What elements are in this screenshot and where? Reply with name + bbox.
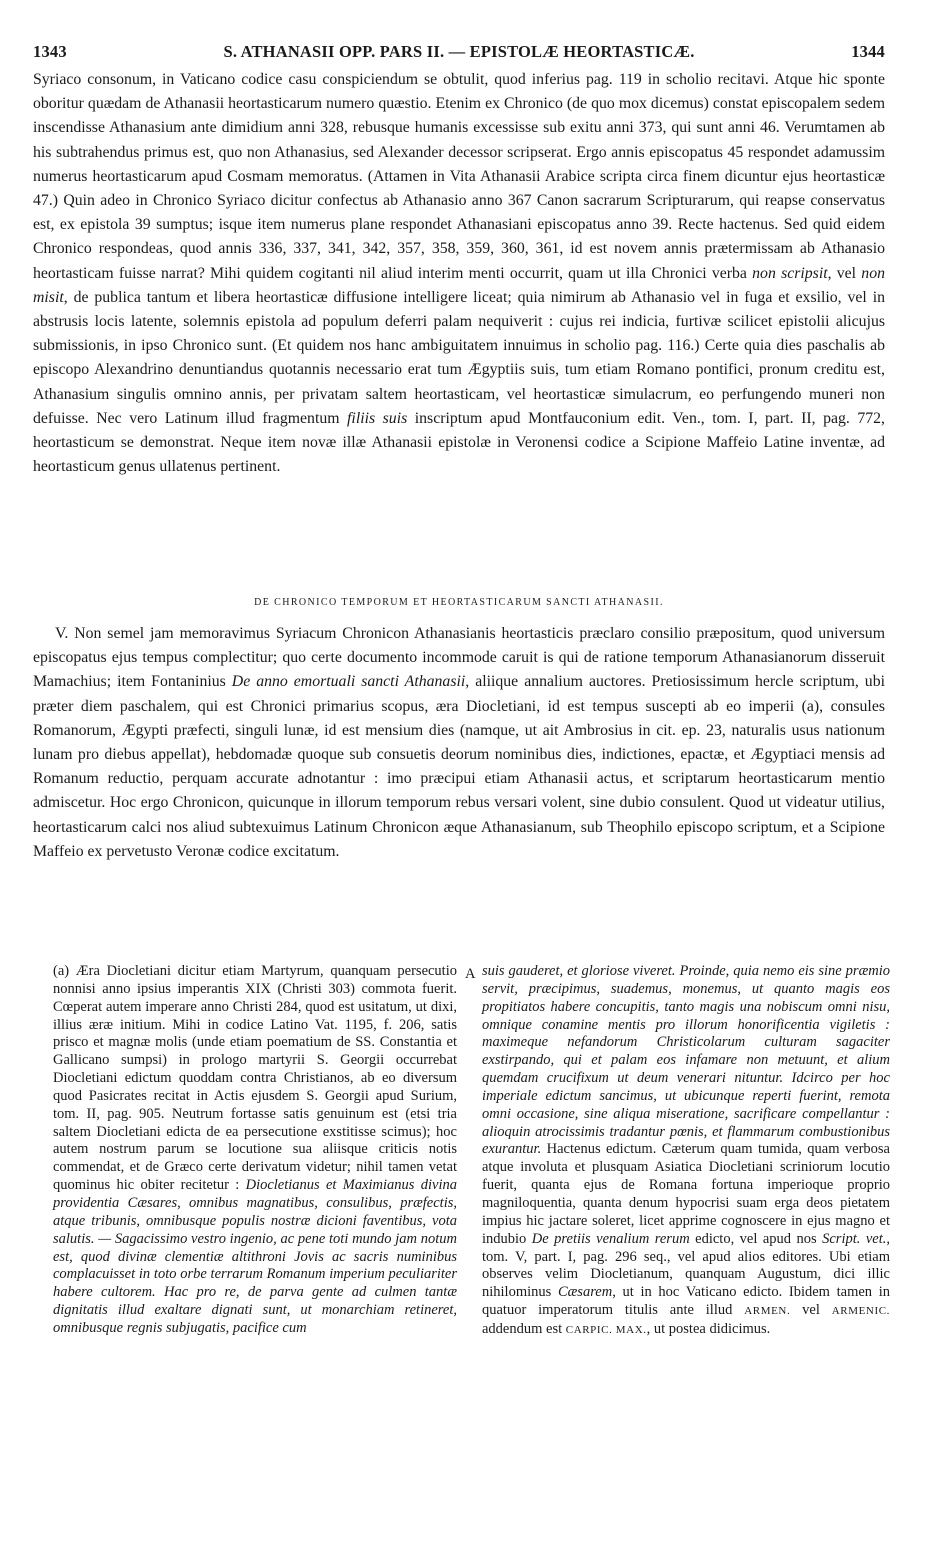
body-paragraph-1 (33, 68, 885, 479)
footnote-quotation: Diocletianus et Maximianus divina providentia Cæsares, omnibus magnatibus, consulibus, præfectis, atque tribunis, omnibusque populis nostræ dicioni faventibus, vota salutis. — Sagacissimo vestro ingenio, ac pene toti mundo jam notum est, quod divinæ clementiæ altithroni Jovis ac sacris numinibus complacuisset in toto orbe terrarum Romanum imperium peculiariter habere cultorem. Hac pro re, de parva gente ad culmen tantæ dignitatis illud exaltare dignati sunt, ut monarchiam retineret, omnibusque regnis subjugatis, pacifice cum (53, 1177, 457, 1336)
paragraph-text: inscriptum apud Montfauconium edit. Ven., tom. I, part. II, pag. 772, heortasticum se demonstrat. Neque item novæ illæ Athanasii epistolæ in Veronensi codice a Scipione Maffeio Latine inventæ, ad heortasticum genus ullatenus pertinent. (33, 409, 885, 476)
italic-phrase: non misit (33, 264, 885, 306)
italic-phrase: filiis suis (347, 409, 408, 427)
footnote-quotation: suis gauderet, et gloriose viveret. Proinde, quia nemo eis sine præmio servit, præcipimus, suademus, monemus, ut quanto magis eos propitiatos habere concupitis, tanto magis una nobiscum omni nisu, omnique conamine mentis pro illorum honorificentia vigiletis : maximeque nefandorum Christicolarum culturam sagaciter exstirpando, qui et palam eos infamare non metuunt, et alium quemdam crucifixum ut deum venerari nituntur. Idcirco per hoc imperiale edictum sancimus, ut ubicunque reperti fuerint, remota omni occasione, sine aliqua miseratione, sacrificare compellantur : alioquin atrocissimis tradantur pœnis, et flammarum combustionibus exurantur. (482, 963, 890, 1158)
footnote-text: Hactenus edictum. Cæterum quam tumida, quam verbosa atque involuta et plusquam Asiatica Diocletiani scriniorum locutio fuerit, quanta ejus de Romana fortuna imperioque proprio magniloquentia, quanta denum hypocrisi suam erga deos pietatem impius hic jactare soleret, licet apprime cognoscere in ejus magno et indubio (482, 1141, 890, 1247)
small-caps-word: ARMENIC. (831, 1305, 890, 1318)
paragraph-text: Syriaco consonum, in Vaticano codice casu conspiciendum se obtulit, quod inferius pag. 119 in scholio recitavi. Atque hic sponte oboritur quædam de Athanasii heortasticarum numero quæstio. Etenim ex Chronico (de quo mox dicemus) constat episcopalem sedem inscendisse Athanasium ante dimidium anni 328, rebusque humanis excessisse sub exitu anni 373, qui sunt anni 46. Verumtamen ab his subtrahendus primus est, quo non Athanasius, sed Alexander decessor scripserat. Ergo annis episcopatus 45 respondet adamussim numerus heortasticarum apud Cosmam memoratus. (Attamen in Vita Athanasii Arabice scripta circa finem dicuntur ejus heortasticæ 47.) Quin adeo in Chronico Syriaco dicitur confectus ab Athanasio anno 367 Canon sacrarum Scripturarum, qui reapse conservatus est, ex epistola 39 sumptus; isque item numerus plane respondet Athanasiani episcopatus anno 39. Recte hactenus. Sed quid eidem Chronico respondeas, quod annis 336, 337, 341, 342, 357, 358, 359, 360, 361, id est novem annis prætermissam ab Athanasio heortasticam fuisse narrat? Mihi quidem cogitanti nil aliud interim menti occurrit, quam ut illa Chronici verba (33, 71, 885, 282)
footnote-left-column (53, 963, 457, 1338)
footnote-mark: (a) (53, 963, 70, 979)
paragraph-text: , consules Romanorum, Ægypti præfecti, singuli lunæ, id est mensium dies (namque, ut ait Ambrosius in cit. ep. 23, naturalis usus nationum lunam pro diebus appellat), hebdomadæ quoque sub consuetis deorum nominibus dies, indictiones, epactæ, et Ægyptiaci mensis ad Romanum reductio, perquam accurate adnotantur : imo præcipui etiam Athanasii actus, et scriptarum heortasticarum mentio admiscetur. Hoc ergo Chronicon, quicunque in illorum temporum rebus versari volent, sine dubio consulent. Quod ut videatur utilius, heortasticarum calci nos aliud subtexuimus Latinum Chronicon æque Athanasianum, sub Theophilo episcopo scriptum, et a Scipione Maffeio ex pervetusto Veronæ codice excitatum. (33, 697, 885, 860)
footnote-reference: (a) (801, 697, 820, 715)
footnote-text: vel (790, 1302, 832, 1319)
paragraph-text: V. Non semel jam memoravimus Syriacum Chronicon Athanasianis heortasticis præclaro consilio præpositum, quod universum episcopatus ejus tempus complectitur; quo certe documento incommode caruit is qui de ratione temporum Athanasianorum disseruit Mamachius; item Fontaninius (33, 625, 885, 691)
italic-word: Cæsarem (557, 1284, 613, 1301)
footnote-text: , ut postea didicimus. (646, 1320, 771, 1337)
section-heading: DE CHRONICO TEMPORUM ET HEORTASTICARUM SANCTI ATHANASII. (254, 597, 664, 608)
margin-letter: A (465, 966, 476, 982)
footnote-text: edicto, vel apud nos (689, 1230, 823, 1247)
footnote-text: Æra Diocletiani dicitur etiam Martyrum, quanquam persecutio nonnisi anno ipsius imperantis XIX (Christi 303) commota fuerit. Cœperat autem imperare anno Christi 284, quod est usitatum, ut dixi, illius æræ initium. Mihi in codice Latino Vat. 1195, f. 206, satis prisco et magnæ molis (unde etiam poematium de SS. Constantia et Gallicano sumpsi) in prologo martyrii S. Georgii occurrebat Diocletiani edictum quoddam contra Christianos, ab eo diversum quod Pasicrates recitat in Actis ejusdem S. Georgii apud Surium, tom. II, pag. 905. Neutrum fortasse satis genuinum est (etsi tria saltem Diocletiani edicta de ea persecutione exstitisse scimus); hoc autem nostrum parum se locutione sua aliisque criticis notis commendat, et de Græco certe derivatum videtur; nihil tamen vetat quominus hic obiter recitetur : (53, 963, 457, 1194)
footnote-text: , tom. V, part. I, pag. 296 seq., vel apud alios editores. Ubi etiam observes velim Diocletianum, quanquam Augustum, dici illic nihilominus (482, 1230, 890, 1301)
paragraph-text: , de publica tantum et libera heortasticæ diffusione intelligere liceat; quia nimirum ab Athanasio vel in fuga et exsilio, vel in abstrusis locis latente, solemnis epistola ad populum deferri palam nequiverit : cujus rei indicia, furtivæ scilicet epistolii alicujus submissionis, in ipso Chronico sunt. (Et quidem nos hanc ambiguitatem innuimus in scholio pag. 116.) Certe quia dies paschalis ab episcopo Alexandrino denuntiandus quotannis necessario erat tum Ægyptiis suis, tum etiam Romano pontifici, pronum creditu est, Athanasium singulis omnino annis, per privatam saltem heortasticam, vel heortasticæ simulacrum, eo perfungendo muneri non defuisse. Nec vero Latinum illud fragmentum (33, 288, 885, 427)
page-header (33, 42, 885, 64)
italic-title: De pretiis venalium rerum (531, 1230, 690, 1247)
body-paragraph-2 (33, 622, 885, 864)
running-title: S. ATHANASII OPP. PARS II. — EPISTOLÆ HEORTASTICÆ. (223, 42, 695, 61)
footnote-text: , ut in hoc Vaticano edicto. Ibidem tamen in quatuor imperatorum titulis ante illud (482, 1284, 890, 1319)
paragraph-text: , aliique annalium auctores. Pretiosissimum hercle scriptum, ubi præter diem paschalem, qui est Chronici primarius scopus, æra Diocletiani, id est tempus suscepti ab eo imperii (33, 673, 885, 715)
footnote-text: addendum est (482, 1320, 566, 1337)
page-number-right: 1344 (851, 42, 885, 61)
italic-title: Script. vet. (822, 1230, 887, 1247)
page-number-left: 1343 (33, 42, 67, 61)
italic-phrase: non scripsit (752, 264, 828, 282)
italic-title: De anno emortuali sancti Athanasii (231, 673, 466, 691)
small-caps-word: ARMEN. (744, 1305, 791, 1318)
small-caps-word: CARPIC. MAX. (565, 1323, 647, 1336)
paragraph-text: , vel (827, 264, 862, 282)
footnote-right-column (482, 963, 890, 1340)
